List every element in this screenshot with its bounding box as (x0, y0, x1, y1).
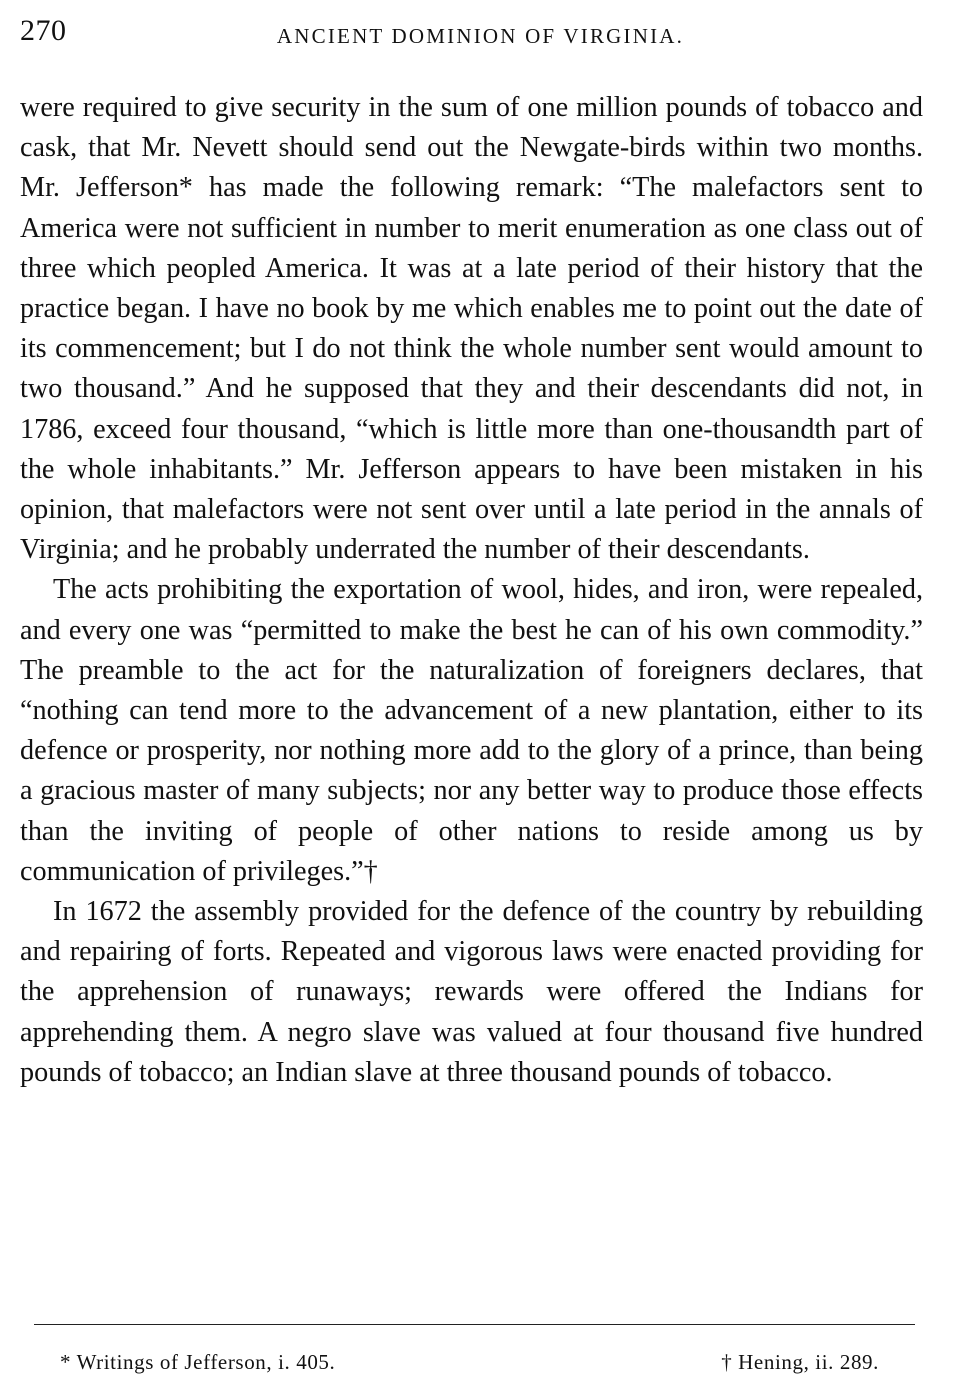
footnotes (60, 1350, 879, 1380)
running-head: ANCIENT DOMINION OF VIRGINIA. (276, 24, 685, 48)
footnote-jefferson: * Writings of Jefferson, i. 405. (60, 1350, 336, 1374)
paragraph-1672-assembly: In 1672 the assembly provided for the defence of the country by rebuilding and repairing of forts. Repeated and vigorous laws were enacted providing for the apprehension of runaways; rewards were offered the Indians for apprehending them. A negro slave was valued at four thousand five hundred pounds of tobacco; an Indian slave at three thousand pounds of tobacco. (20, 896, 923, 1088)
page-number: 270 (20, 14, 67, 47)
paragraph-continuation: were required to give security in the sum of one million pounds of tobacco and cask, that Mr. Nevett should send out the Newgate-birds within two months. Mr. Jefferson* has made the following remark: “The malefactors sent to America were not sufficient in number to merit enumeration as one class out of three which peopled America. It was at a late period of their history that the practice began. I have no book by me which enables me to point out the date of its commencement; but I do not think the whole number sent would amount to two thousand.” And he supposed that they and their descendants did not, in 1786, exceed four thousand, “which is little more than one-thousandth part of the whole inhabitants.” Mr. Jefferson appears to have been mistaken in his opinion, that malefactors were not sent over until a late period in the annals of Virginia; and he probably underrated the number of their descendants. (20, 92, 923, 566)
page-header (20, 14, 923, 54)
body-text (20, 88, 923, 1093)
footnote-hening: † Hening, ii. 289. (721, 1350, 879, 1374)
footnote-divider (34, 1324, 915, 1325)
paragraph-wool-hides-iron: The acts prohibiting the exportation of wool, hides, and iron, were repealed, and every one was “permitted to make the best he can of his own commodity.” The preamble to the act for the naturalization of foreigners declares, that “nothing can tend more to the advancement of a new plantation, either to its defence or prosperity, nor nothing more add to the glory of a prince, than being a gracious master of many subjects; nor any better way to produce those effects than the inviting of people of other nations to reside among us by communication of privileges.”† (20, 574, 923, 887)
